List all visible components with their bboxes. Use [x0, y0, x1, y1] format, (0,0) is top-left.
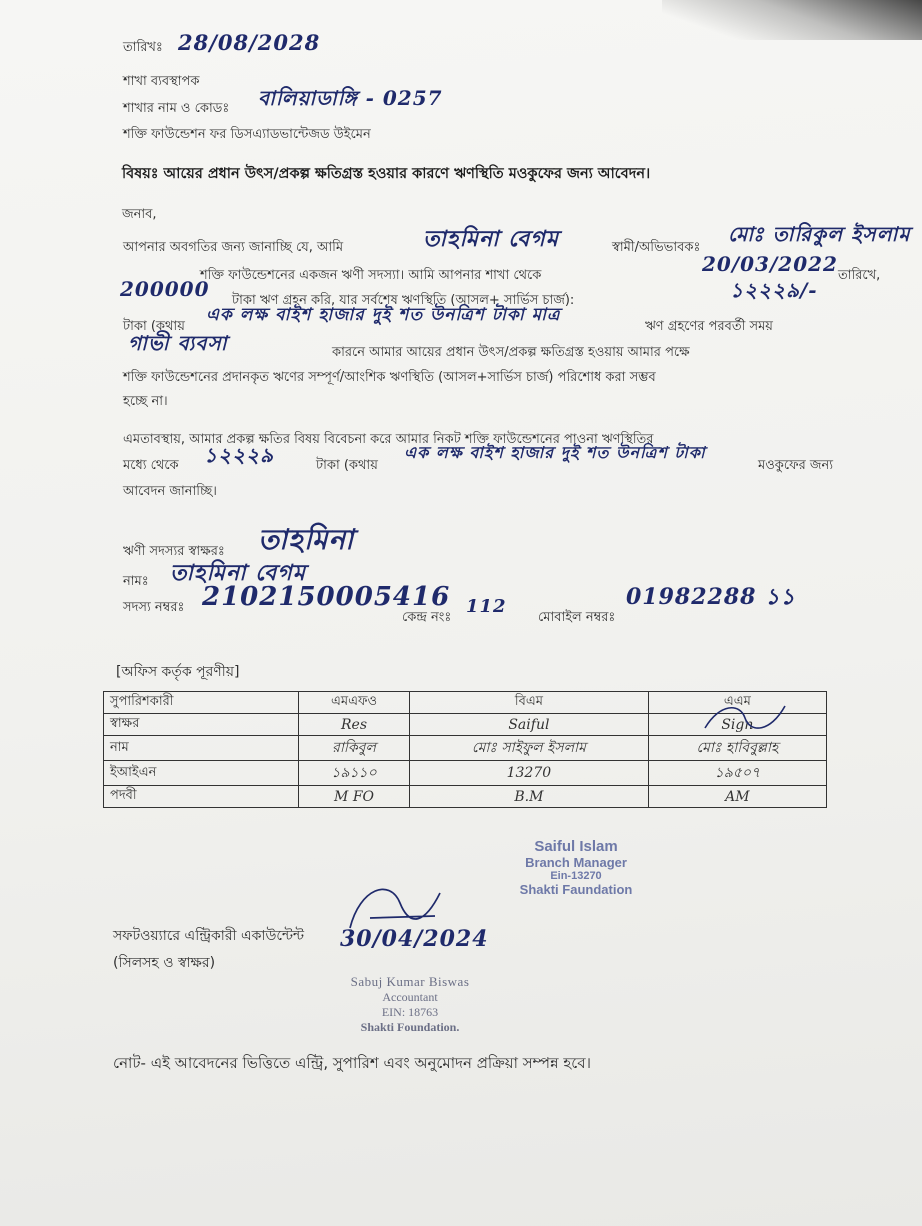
body-p2-b: মধ্যে থেকে — [123, 458, 179, 473]
accountant-stamp-name: Sabuj Kumar Biswas — [350, 974, 470, 989]
bm-name: মোঃ সাইফুল ইসলাম — [410, 736, 649, 761]
waiver-words-value: এক লক্ষ বাইশ হাজার দুই শত উনত্রিশ টাকা — [404, 443, 706, 462]
reason-value: গাভী ব্যবসা — [128, 331, 228, 355]
am-signature-scribble — [700, 698, 790, 738]
body-p1-d: তারিখে, — [838, 268, 881, 283]
accountant-stamp-org: Shakti Foundation. — [360, 1020, 460, 1034]
photo-shadow — [662, 0, 922, 40]
waiver-value: ১২২২৯ — [204, 443, 274, 467]
header-mfo: এমএফও — [299, 692, 410, 714]
body-p1-j: হচ্ছে না। — [123, 394, 168, 409]
header-bm: বিএম — [410, 692, 649, 714]
body-p1-h: কারনে আমার আয়ের প্রধান উৎস/প্রকল্প ক্ষতিগ্রস্ত হওয়ায় আমার পক্ষে — [332, 345, 690, 360]
bm-stamp-org: Shakti Faundation — [519, 882, 633, 897]
member-name-value: তাহমিনা বেগম — [170, 560, 306, 586]
footer-note: নোট- এই আবেদনের ভিত্তিতে এন্ট্রি, সুপারিশ এবং অনুমোদন প্রক্রিয়া সম্পন্ন হবে। — [113, 1054, 591, 1072]
row-label-ein: ইআইএন — [104, 761, 299, 786]
body-p1-f: টাকা (কথায় — [123, 319, 185, 334]
row-label-signature: স্বাক্ষর — [104, 714, 299, 736]
date-label: তারিখঃ — [123, 40, 163, 55]
body-p1-a: আপনার অবগতির জন্য জানাচ্ছি যে, আমি — [123, 240, 344, 255]
accountant-seal-label: (সিলসহ ও স্বাক্ষর) — [113, 955, 216, 971]
recipient-line-3: শক্তি ফাউন্ডেশন ফর ডিসএ্যাডভান্টেজড উইমেন — [123, 127, 371, 142]
member-no-label: সদস্য নম্বরঃ — [123, 600, 185, 615]
date-value: 28/08/2028 — [178, 30, 321, 55]
bm-stamp — [496, 838, 656, 897]
branch-value: বালিয়াডাঙ্গি - 0257 — [258, 86, 443, 110]
branch-label: শাখার নাম ও কোডঃ — [123, 101, 230, 116]
accountant-stamp-title: Accountant — [382, 990, 438, 1004]
recipient-line-1: শাখা ব্যবস্থাপক — [123, 74, 200, 89]
body-p1-g: ঋণ গ্রহণের পরবর্তী সময় — [645, 319, 773, 334]
body-p2-d: মওকুফের জন্য — [758, 458, 834, 473]
mfo-designation: M FO — [299, 786, 410, 808]
mfo-signature: Res — [299, 714, 410, 736]
outstanding-value: ১২২২৯/- — [730, 278, 818, 302]
bm-stamp-title: Branch Manager — [525, 855, 627, 870]
bm-stamp-name: Saiful Islam — [534, 838, 618, 855]
body-p1-c: শক্তি ফাউন্ডেশনের একজন ঋণী সদস্যা। আমি আপনার শাখা থেকে — [200, 268, 542, 283]
header-recommender: সুপারিশকারী — [104, 692, 299, 714]
outstanding-words-value: এক লক্ষ বাইশ হাজার দুই শত উনত্রিশ টাকা মাত্র — [206, 305, 561, 325]
body-p1-b: স্বামী/অভিভাবকঃ — [612, 240, 701, 255]
member-signature-label: ঋণী সদস্যর স্বাক্ষরঃ — [123, 544, 225, 559]
am-signature: Sign — [648, 714, 826, 736]
loan-amount-value: 200000 — [120, 277, 210, 301]
header-am: এএম — [648, 692, 826, 714]
accountant-stamp-ein: EIN: 18763 — [381, 1005, 439, 1019]
body-p1-e: টাকা ঋণ গ্রহন করি, যার সর্বশেষ ঋণস্থিতি (আসল+ সার্ভিস চার্জ): — [232, 293, 575, 308]
body-p2-a: এমতাবস্থায়, আমার প্রকল্প ক্ষতির বিষয় বিবেচনা করে আমার নিকট শক্তি ফাউন্ডেশনের পাওনা ঋণস্থিতির — [123, 432, 654, 447]
mobile-label: মোবাইল নম্বরঃ — [538, 610, 616, 625]
bm-designation: B.M — [410, 786, 649, 808]
table-row — [104, 736, 827, 761]
mfo-ein: ১৯১১০ — [299, 761, 410, 786]
guardian-value: মোঃ তারিকুল ইসলাম — [728, 222, 911, 246]
applicant-name-value: তাহমিনা বেগম — [423, 226, 559, 252]
member-signature: তাহমিনা — [258, 523, 355, 556]
row-label-name: নাম — [104, 736, 299, 761]
mfo-name: রাকিবুল — [299, 736, 410, 761]
member-name-label: নামঃ — [123, 574, 149, 589]
am-ein: ১৯৫০৭ — [648, 761, 826, 786]
body-p2-e: আবেদন জানাচ্ছি। — [123, 484, 217, 499]
am-name: মোঃ হাবিবুল্লাহ — [648, 736, 826, 761]
body-p2-c: টাকা (কথায় — [316, 458, 378, 473]
member-no-value: 2102150005416 — [202, 582, 451, 612]
mobile-value: 01982288 ১১ — [626, 584, 796, 610]
center-no-value: 112 — [466, 596, 507, 617]
subject-line: বিষয়ঃ আয়ের প্রধান উৎস/প্রকল্প ক্ষতিগ্রস্ত হওয়ার কারণে ঋণস্থিতি মওকুফের জন্য আবেদন। — [122, 166, 651, 182]
bm-ein: 13270 — [410, 761, 649, 786]
table-row — [104, 761, 827, 786]
body-p1-i: শক্তি ফাউন্ডেশনের প্রদানকৃত ঋণের সম্পূর্ণ/আংশিক ঋণস্থিতি (আসল+সার্ভিস চার্জ) পরিশোধ করা সম্ভব — [123, 370, 656, 385]
accountant-label: সফটওয়্যারে এন্ট্রিকারী একাউন্টেন্ট — [113, 928, 305, 944]
accountant-sign-date: 30/04/2024 — [340, 926, 489, 952]
office-section-title: [অফিস কর্তৃক পূরণীয়] — [116, 664, 240, 680]
table-row — [104, 786, 827, 808]
salutation: জনাব, — [122, 207, 157, 222]
bm-stamp-ein: Ein-13270 — [550, 870, 602, 882]
am-designation: AM — [648, 786, 826, 808]
row-label-designation: পদবী — [104, 786, 299, 808]
loan-date-value: 20/03/2022 — [702, 252, 838, 276]
accountant-stamp — [305, 974, 515, 1035]
bm-signature: Saiful — [410, 714, 649, 736]
center-no-label: কেন্দ্র নংঃ — [402, 610, 452, 625]
